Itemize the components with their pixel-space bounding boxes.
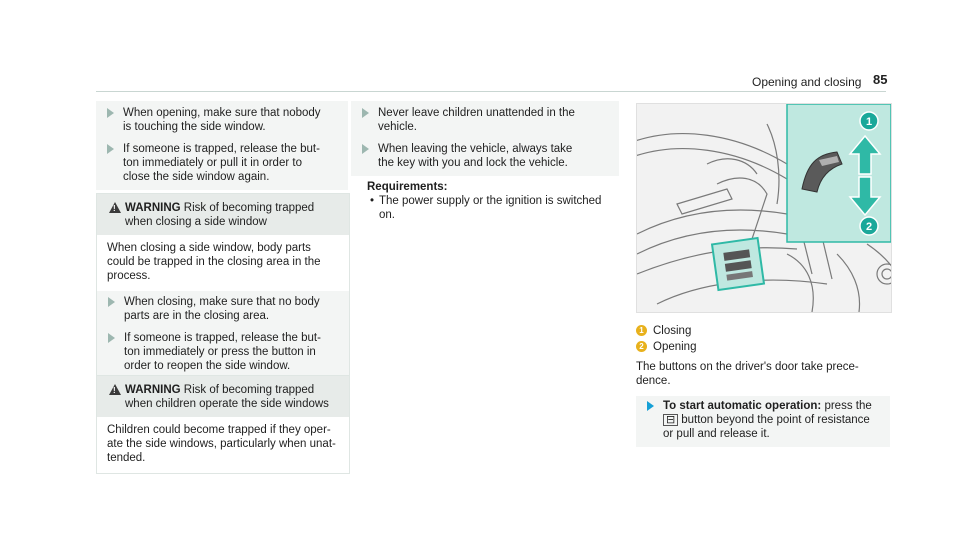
callout-2-label: 2 (865, 221, 873, 233)
warning-label: WARNING (125, 202, 181, 214)
warning-header (97, 194, 349, 235)
warning-body: When closing a side window, body parts could be trapped in the closing area in the process. When closing, make sure that no body parts are in the closing area. If someone is trapped, release the but- ton immediately or press the button in order to reopen the side window. (97, 235, 349, 385)
step-arrow-icon (108, 333, 115, 343)
window-button-icon: ⊟ (663, 414, 678, 426)
door-panel-drawing (637, 104, 891, 312)
step-arrow-icon (107, 108, 114, 118)
warning-label: WARNING (125, 384, 181, 396)
callout-1-label: 1 (865, 116, 873, 128)
warning-box-children (96, 375, 350, 474)
legend-marker: 1 (636, 325, 647, 336)
legend-item (636, 340, 896, 354)
step-arrow-icon (362, 144, 369, 154)
instruction-step: When closing, make sure that no body parts are in the closing area. (97, 295, 349, 323)
warning-header (97, 376, 349, 417)
instruction-step: If someone is trapped, release the but- ton immediately or pull it in order to close the side window again. (96, 142, 348, 184)
warning-triangle-icon (109, 384, 121, 395)
instruction-box-top (96, 101, 348, 190)
instruction-box-column2 (351, 101, 619, 176)
action-title: To start automatic operation: (663, 400, 822, 412)
instruction-step: When leaving the vehicle, always take the key with you and lock the vehicle. (351, 142, 619, 170)
header-divider (96, 91, 886, 92)
section-title: Opening and closing (752, 75, 862, 89)
requirements-label: Requirements: (367, 181, 448, 193)
instruction-step: When opening, make sure that nobody is touching the side window. (96, 106, 348, 134)
switch-detail-panel (787, 104, 891, 242)
precedence-note: The buttons on the driver's door take prece- dence. (636, 361, 859, 387)
warning-title: when children operate the side windows (125, 398, 329, 410)
window-switch-icon (712, 238, 764, 290)
warning-body: Children could become trapped if they oper- ate the side windows, particularly when unat- tended. (107, 424, 336, 464)
step-arrow-icon (107, 144, 114, 154)
warning-title: when closing a side window (125, 216, 267, 228)
step-arrow-icon (362, 108, 369, 118)
warning-triangle-icon (109, 202, 121, 213)
instruction-step: If someone is trapped, release the but- ton immediately or press the button in order to reopen the side window. (97, 331, 349, 373)
warning-box-closing (96, 193, 350, 386)
automatic-operation-step (636, 396, 890, 447)
instruction-step: Never leave children unattended in the vehicle. (351, 106, 619, 134)
figure-legend (636, 324, 896, 388)
page-number: 85 (873, 72, 888, 87)
legend-label: Closing (653, 325, 692, 337)
warning-steps (97, 291, 349, 377)
legend-marker: 2 (636, 341, 647, 352)
requirements (367, 180, 617, 222)
step-arrow-icon (108, 297, 115, 307)
door-window-switch-illustration (636, 103, 892, 313)
legend-label: Opening (653, 341, 697, 353)
warning-title: Risk of becoming trapped (183, 384, 315, 396)
step-arrow-icon (647, 401, 654, 411)
warning-title: Risk of becoming trapped (183, 202, 315, 214)
instruction-step: To start automatic operation: press the ⊟ button beyond the point of resistance or pull and release it. (636, 399, 890, 441)
legend-item (636, 324, 896, 338)
requirement-item: • The power supply or the ignition is switched on. (367, 194, 617, 222)
